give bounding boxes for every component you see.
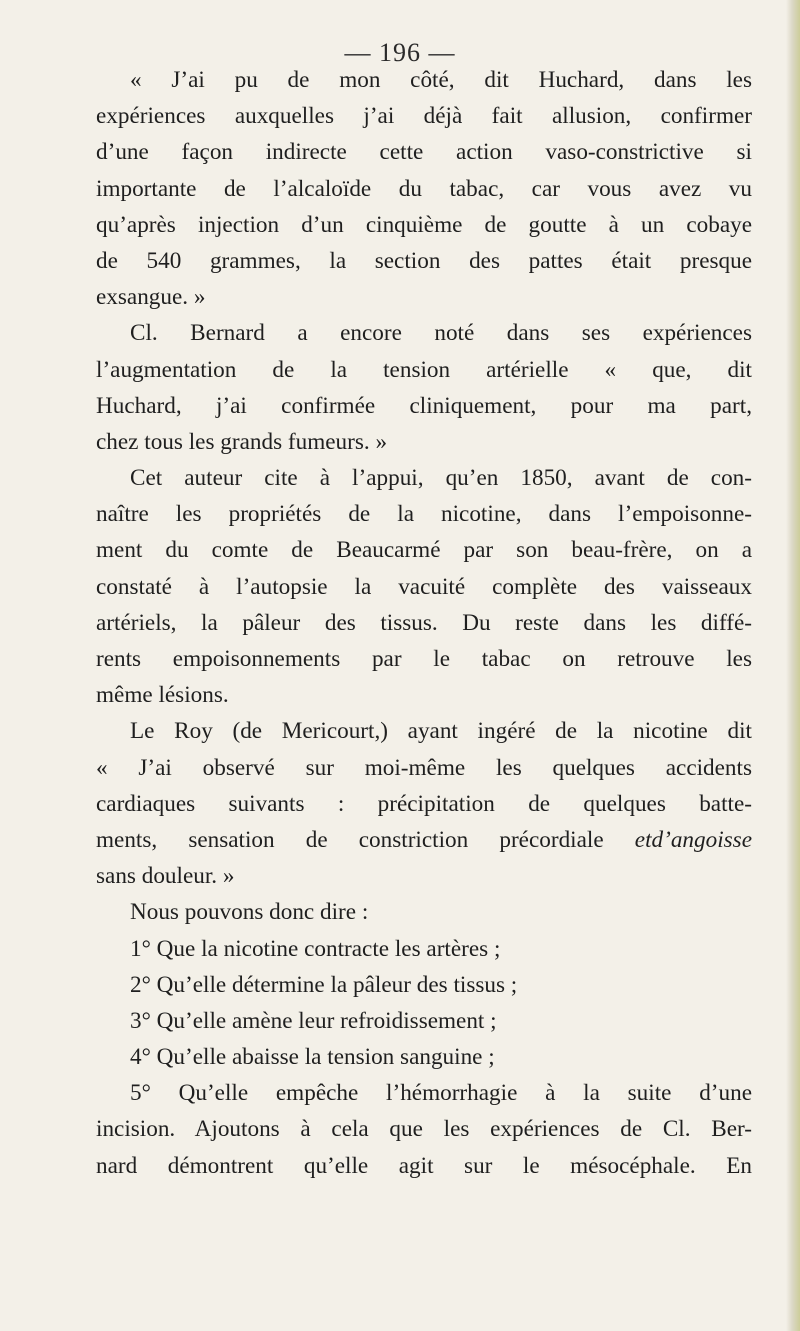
text-line: « J’ai pu de mon côté, dit Huchard, dans les [130,67,752,93]
text-line: ment du comte de Beaucarmé par son beau-frère, on a [96,537,752,564]
text-line: exsangue. » [96,284,206,311]
text-line-with-italic [96,822,752,858]
list-item: 2° Qu’elle détermine la pâleur des tissus ; [130,971,518,998]
page-number: — 196 — [344,38,456,67]
text-line: naître les propriétés de la nicotine, dans l’empoisonne- [96,501,752,528]
text-line: artériels, la pâleur des tissus. Du reste dans les diffé- [96,609,752,636]
text-line: qu’après injection d’un cinquième de goutte à un cobaye [96,211,752,238]
text-line: chez tous les grands fumeurs. » [96,428,388,455]
italic-fragment: etd’angoisse [634,826,752,853]
text-line: Cet auteur cite à l’appui, qu’en 1850, avant de con- [130,465,752,492]
list-item: 3° Qu’elle amène leur refroidissement ; [130,1007,497,1034]
text-line: Le Roy (de Mericourt,) ayant ingéré de la nicotine dit [130,718,752,745]
text-line: constaté à l’autopsie la vacuité complète des vaisseaux [96,573,752,600]
text-line: « J’ai observé sur moi-même les quelques accidents [96,754,752,781]
text-line: l’augmentation de la tension artérielle « que, dit [96,356,752,383]
text-fragment: ments, sensation de constriction précordiale [96,826,604,853]
text-line: importante de l’alcaloïde du tabac, car vous avez vu [96,175,752,202]
text-line: cardiaques suivants : précipitation de quelques batte- [96,790,752,817]
text-line: Cl. Bernard a encore noté dans ses expériences [130,320,752,347]
text-line: de 540 grammes, la section des pattes était presque [96,247,752,274]
text-line: rents empoisonnements par le tabac on retrouve les [96,646,752,672]
list-item: 1° Que la nicotine contracte les artères ; [130,935,501,962]
text-line: nard démontrent qu’elle agit sur le mésocéphale. En [96,1152,752,1179]
list-item: 4° Qu’elle abaisse la tension sanguine ; [130,1044,495,1071]
body-text [96,62,752,1184]
text-line: Huchard, j’ai confirmée cliniquement, pour ma part, [96,392,752,419]
text-line: expériences auxquelles j’ai déjà fait allusion, confirmer [96,103,752,130]
text-line: incision. Ajoutons à cela que les expériences de Cl. Ber- [96,1116,752,1143]
text-line: d’une façon indirecte cette action vaso-constrictive si [96,139,752,166]
text-line: même lésions. [96,682,229,709]
text-line: sans douleur. » [96,863,235,890]
text-line: Nous pouvons donc dire : [130,899,369,926]
list-item: 5° Qu’elle empêche l’hémorrhagie à la suite d’une [130,1080,752,1107]
page-edge [786,0,800,1331]
